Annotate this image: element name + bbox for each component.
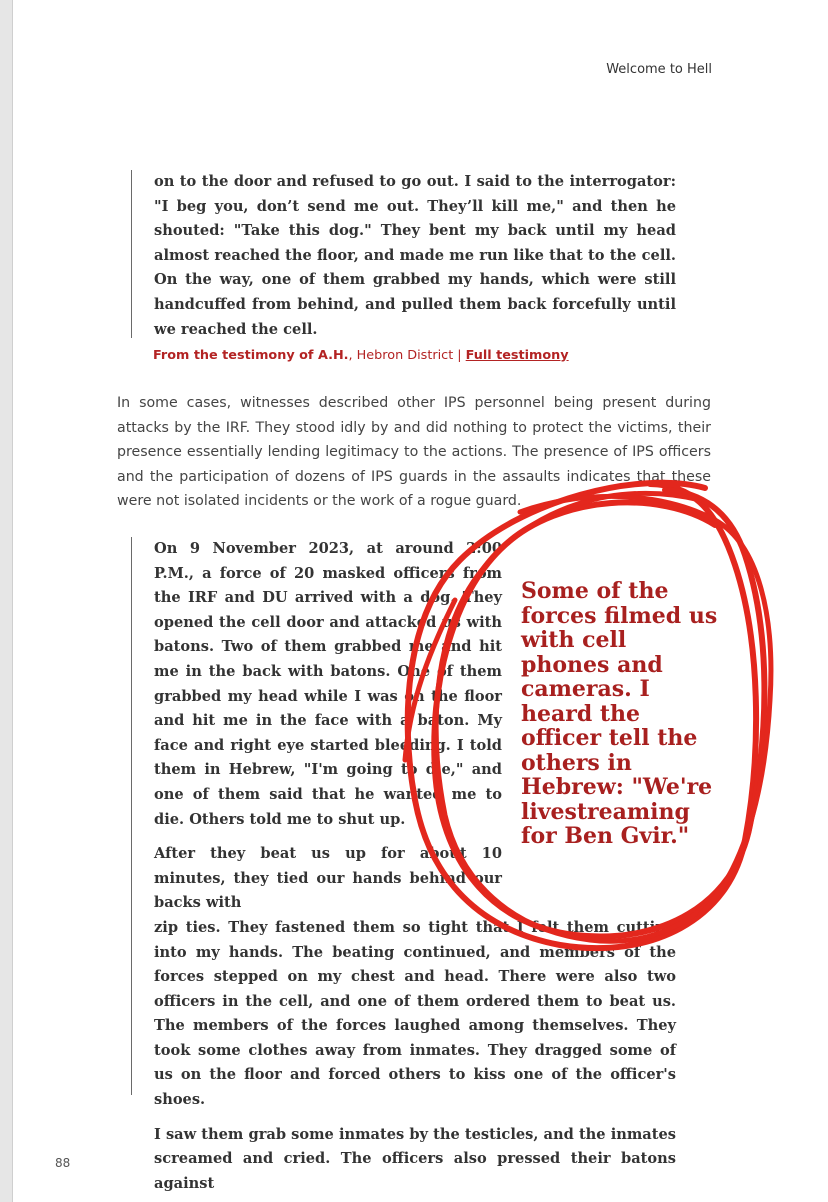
handwritten-callout: Some of the forces filmed us with cell phones and cameras. I heard the officer tell the others in Hebrew: "We're livestreaming for Ben Gvir." xyxy=(521,578,718,849)
quote-paragraph: zip ties. They fastened them so tight that I felt them cutting into my hands. The beating continued, and members of the forces stepped on my chest and head. There were also two officers in the cell, and one of them ordered them to beat us. The members of the forces laughed among themselves. They took some clothes away from inmates. They dragged some of us on the floor and forced others to kiss one of the officer's shoes. xyxy=(154,918,676,1109)
full-testimony-link[interactable]: Full testimony xyxy=(465,348,569,363)
quote-paragraph: On 9 November 2023, at around 2:00 P.M., a force of 20 masked officers from the IRF and DU arrived with a dog. They opened the cell door and attacked us with batons. Two of them grabbed me and hit me in the back with batons. One of them grabbed my head while I was on the floor and hit me in the face with a baton. My face and right eye started bleeding. I told them in Hebrew, "I'm going to die," and one of them said that he wanted me to die. Others told me to shut up. xyxy=(154,540,502,828)
source-label: From the testimony of A.H. xyxy=(153,348,349,363)
quote-paragraph: After they beat us up for about 10 minutes, they tied our hands behind our backs with xyxy=(154,845,502,912)
source-location: , Hebron District | xyxy=(348,348,466,363)
running-title: Welcome to Hell xyxy=(606,62,712,77)
testimony-source xyxy=(153,348,569,363)
quote-text: on to the door and refused to go out. I said to the interrogator: "I beg you, don’t send me out. They’ll kill me," and then he shouted: "Take this dog." They bent my back until my head almost reached the floor, and made me run like that to the cell. On the way, one of them grabbed my hands, which were still handcuffed from behind, and pulled them back forcefully until we reached the cell. xyxy=(154,173,676,338)
testimony-quote xyxy=(131,170,676,338)
quote-paragraph: I saw them grab some inmates by the testicles, and the inmates screamed and cried. The officers also pressed their batons against xyxy=(154,1125,676,1192)
page-number: 88 xyxy=(55,1156,71,1170)
page-edge xyxy=(0,0,13,1202)
body-paragraph: In some cases, witnesses described other IPS personnel being present during attacks by the IRF. They stood idly by and did nothing to protect the victims, their presence essentially lending legitimacy to the actions. The presence of IPS officers and the participation of dozens of IPS guards in the assaults indicates that these were not isolated incidents or the work of a rogue guard. xyxy=(117,395,711,510)
